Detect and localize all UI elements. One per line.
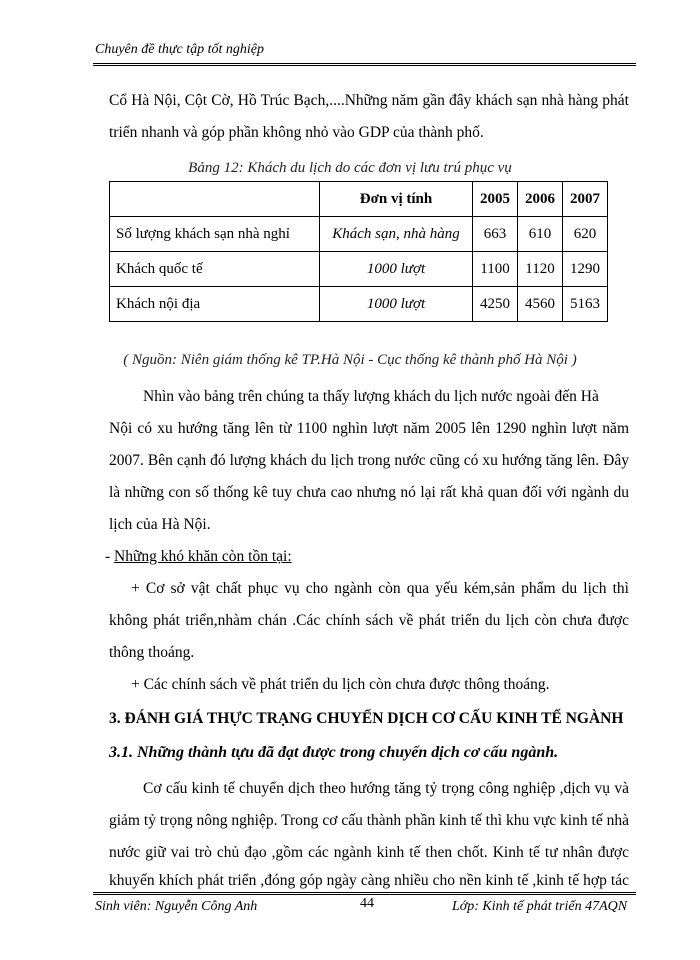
- footer-divider: [93, 892, 636, 895]
- row-label: Số lượng khách sạn nhà nghỉ: [110, 217, 320, 252]
- page-header-title: Chuyên đề thực tập tốt nghiệp: [95, 42, 264, 57]
- page-number: 44: [360, 896, 374, 911]
- section-3-heading: 3. ĐÁNH GIÁ THỰC TRẠNG CHUYỂN DỊCH CƠ CẤU KINH TẾ NGÀNH: [109, 710, 624, 727]
- row-unit: 1000 lượt: [320, 287, 473, 322]
- analysis-line-5: lịch của Hà Nội.: [109, 516, 211, 533]
- table-header-year: 2007: [563, 182, 608, 217]
- row-value: 1100: [473, 252, 518, 287]
- row-value: 4250: [473, 287, 518, 322]
- row-label: Khách nội địa: [110, 287, 320, 322]
- table-header-empty: [110, 182, 320, 217]
- row-unit: 1000 lượt: [320, 252, 473, 287]
- difficulty-item-2: + Các chính sách về phát triển du lịch còn chưa được thông thoáng.: [131, 676, 550, 693]
- footer-student: Sinh viên: Nguyễn Công Anh: [95, 899, 258, 914]
- table-row: [110, 252, 608, 287]
- table-header-row: [110, 182, 608, 217]
- tourist-table: [109, 181, 608, 322]
- row-value: 4560: [518, 287, 563, 322]
- section-3-line-3: nước giữ vai trò chủ đạo ,gồm các ngành kinh tế then chốt. Kinh tế tư nhân được: [109, 844, 629, 861]
- table-header-unit: Đơn vị tính: [320, 182, 473, 217]
- difficulties-prefix: -: [105, 548, 115, 565]
- row-label: Khách quốc tế: [110, 252, 320, 287]
- footer-class: Lớp: Kinh tế phát triển 47AQN: [452, 899, 628, 914]
- table-header-year: 2006: [518, 182, 563, 217]
- difficulty-item-1-line-2: không phát triển,nhàm chán .Các chính sách về phát triển du lịch còn chưa được: [109, 612, 629, 629]
- row-value: 610: [518, 217, 563, 252]
- difficulties-heading: [105, 548, 292, 566]
- analysis-line-2: Nội có xu hướng tăng lên từ 1100 nghìn lượt năm 2005 lên 1290 nghìn lượt năm: [109, 420, 629, 437]
- table-row: [110, 287, 608, 322]
- analysis-line-4: là những con số thống kê tuy chưa cao nhưng nó lại rất khả quan đối với ngành du: [109, 484, 629, 501]
- section-3-line-1: Cơ cấu kinh tế chuyển dịch theo hướng tăng tỷ trọng công nghiệp ,dịch vụ và: [143, 780, 629, 797]
- analysis-line-1: Nhìn vào bảng trên chúng ta thấy lượng khách du lịch nước ngoài đến Hà: [143, 388, 599, 405]
- row-value: 1120: [518, 252, 563, 287]
- table-header-year: 2005: [473, 182, 518, 217]
- table-caption: Bảng 12: Khách du lịch do các đơn vị lưu trú phục vụ: [188, 160, 512, 176]
- difficulties-title: Những khó khăn còn tồn tại:: [114, 548, 292, 565]
- header-divider: [93, 63, 636, 66]
- analysis-line-3: 2007. Bên cạnh đó lượng khách du lịch trong nước cũng có xu hướng tăng lên. Đây: [109, 452, 629, 469]
- row-value: 620: [563, 217, 608, 252]
- table-row: [110, 217, 608, 252]
- intro-line-1: Cổ Hà Nội, Cột Cờ, Hồ Trúc Bạch,....Những năm gần đây khách sạn nhà hàng phát: [109, 92, 629, 109]
- difficulty-item-1-line-3: thông thoáng.: [109, 644, 195, 661]
- row-value: 5163: [563, 287, 608, 322]
- difficulty-item-1-line-1: + Cơ sở vật chất phục vụ cho ngành còn qua yếu kém,sản phẩm du lịch thì: [131, 580, 629, 597]
- section-3-1-heading: 3.1. Những thành tựu đã đạt được trong chuyển dịch cơ cấu ngành.: [109, 744, 559, 761]
- row-unit: Khách sạn, nhà hàng: [320, 217, 473, 252]
- row-value: 663: [473, 217, 518, 252]
- row-value: 1290: [563, 252, 608, 287]
- table-source: ( Nguồn: Niên giám thống kê TP.Hà Nội - Cục thống kê thành phố Hà Nội ): [123, 352, 577, 368]
- section-3-line-4: khuyến khích phát triển ,đóng góp ngày càng nhiều cho nền kinh tế ,kinh tế hợp tác: [109, 872, 629, 889]
- intro-line-2: triển nhanh và góp phần không nhỏ vào GDP của thành phố.: [109, 124, 484, 141]
- section-3-line-2: giảm tỷ trọng nông nghiệp. Trong cơ cấu thành phần kinh tế thì khu vực kinh tế nhà: [109, 812, 629, 829]
